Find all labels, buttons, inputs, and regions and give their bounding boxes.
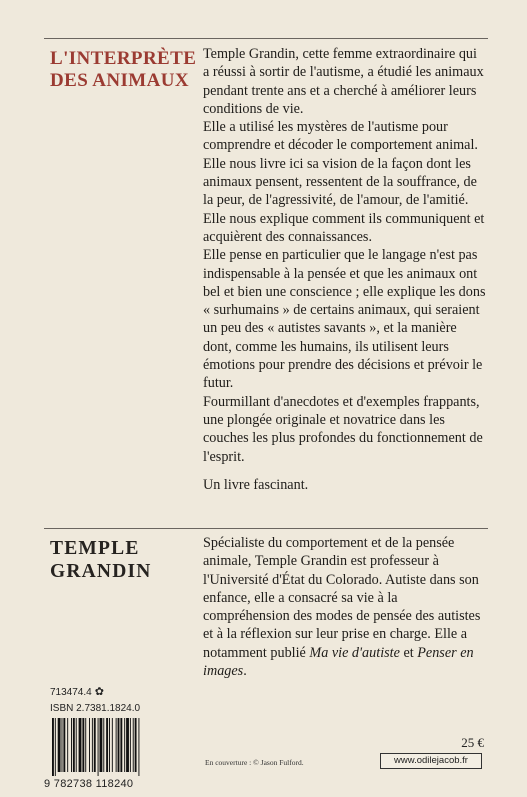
barcode-bar [67, 718, 68, 772]
barcode-bar [76, 718, 77, 772]
middle-rule [44, 528, 488, 529]
barcode-bar [112, 718, 113, 772]
bio-body: Spécialiste du comportement et de la pensée animale, Temple Grandin est professeur à l'Université d'État du Colorado. Autiste dans son enfance, elle a consacré sa vie à la compréhension des modes de pensée des autistes et à la réflexion sur leur prise en charge. Elle a notamment publié [203, 535, 481, 661]
barcode-bar [52, 718, 54, 776]
barcode-bar [55, 718, 56, 776]
barcode-bar [92, 718, 93, 772]
book-title-line-2: DES ANIMAUX [50, 70, 189, 91]
top-rule [44, 38, 488, 39]
blurb-paragraph-3: Elle nous livre ici sa vision de la façon dont les animaux pensent, ressentent de la souffrance, de la peur, de l'agressivité, de l'amour, de l'amitié. Elle nous explique comment ils communiquent et acquièrent des connaissances. [203, 155, 485, 245]
barcode-bar [100, 718, 103, 772]
barcode-bar [133, 718, 134, 772]
bio-connector: et [399, 644, 418, 661]
barcode-icon [50, 718, 162, 776]
author-bio [203, 534, 486, 680]
blurb-paragraph-4: Elle pense en particulier que le langage n'est pas indispensable à la pensée et que les animaux ont bel et bien une conscience ; elle explique les dons « surhumains » de certains animaux, qui seraient un peu des « autistes savants », et la manière dont, comme les humains, ils utilisent leurs émotions pour prendre des décisions et prévoir le futur. [203, 247, 486, 392]
barcode-bar [62, 718, 63, 772]
price: 25 € [461, 735, 484, 750]
barcode-bar [58, 718, 61, 772]
reference-code: 713474.4 [50, 687, 92, 698]
blurb-paragraph-2: Elle a utilisé les mystères de l'autisme pour comprendre et décoder le comportement animal. [203, 119, 478, 154]
publisher-logo-icon: ✿ [94, 686, 104, 698]
author-name-line-2: GRANDIN [50, 561, 152, 582]
barcode-bar [124, 718, 125, 772]
barcode-bar [120, 718, 122, 772]
barcode-number: 9 782738 118240 [44, 778, 134, 790]
barcode-bar [126, 718, 129, 772]
barcode-bar [109, 718, 110, 772]
barcode-bar [118, 718, 120, 772]
barcode-bar [82, 718, 84, 772]
barcode-bar [94, 718, 96, 772]
publisher-codes [50, 684, 140, 717]
author-name [50, 537, 200, 583]
barcode [50, 718, 162, 776]
blurb-paragraph-1: Temple Grandin, cette femme extraordinaire qui a réussi à sortir de l'autisme, a étudié les animaux pendant trente ans et a cherché à améliorer leurs conditions de vie. [203, 46, 484, 117]
bio-end: . [243, 663, 247, 680]
barcode-bar [103, 718, 104, 772]
barcode-bar [130, 718, 131, 772]
blurb-paragraph-5: Fourmillant d'anecdotes et d'exemples frappants, une plongée originale et novatrice dans les couches les plus profondes du fonctionnement de l'esprit. [203, 393, 483, 465]
barcode-bar [79, 718, 82, 772]
reference-row [50, 684, 140, 701]
cover-credit: En couverture : © Jason Fulford. [205, 758, 304, 767]
bio-book-title-2: Penser en images [203, 644, 474, 680]
book-title-line-1: L'INTERPRÈTE [50, 48, 197, 69]
bio-book-title-1: Ma vie d'autiste [309, 644, 400, 661]
barcode-bar [98, 718, 99, 776]
barcode-bar [138, 718, 139, 776]
barcode-bar [116, 718, 117, 772]
website-link[interactable]: www.odilejacob.fr [380, 753, 482, 769]
isbn-code: ISBN 2.7381.1824.0 [50, 703, 141, 714]
barcode-bar [85, 718, 86, 772]
barcode-bar [63, 718, 65, 772]
book-blurb [203, 45, 486, 494]
barcode-bar [135, 718, 137, 772]
barcode-bar [73, 718, 75, 772]
book-title [50, 48, 200, 92]
barcode-bar [89, 718, 90, 772]
author-bio-text [203, 534, 486, 680]
blurb-closing: Un livre fascinant. [203, 476, 309, 493]
barcode-bar [106, 718, 108, 772]
author-name-line-1: TEMPLE [50, 538, 140, 559]
barcode-bar [71, 718, 72, 772]
